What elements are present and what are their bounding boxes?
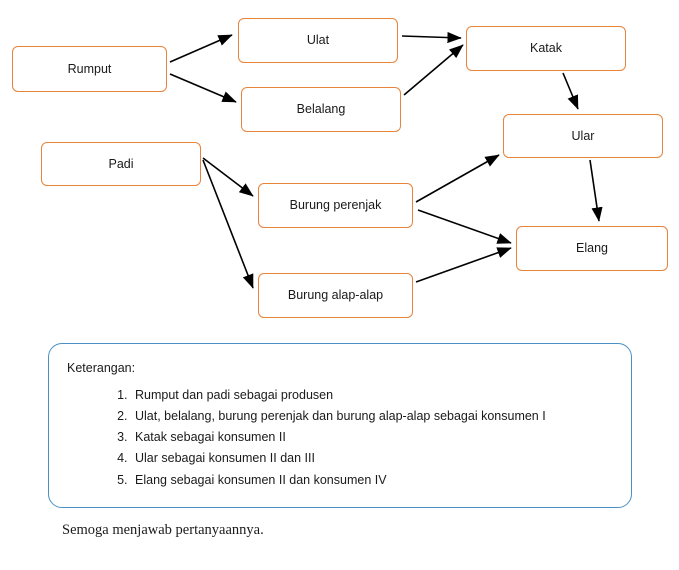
legend-item: 5. Elang sebagai konsumen II dan konsumen IV xyxy=(131,471,609,489)
node-label: Burung perenjak xyxy=(289,198,382,212)
node-katak xyxy=(466,26,626,71)
perenjak-to-ular-arrow xyxy=(416,155,499,202)
legend-list xyxy=(89,386,609,492)
padi-to-perenjak-arrow xyxy=(203,158,253,196)
node-belalang xyxy=(241,87,401,132)
node-label: Katak xyxy=(530,41,562,55)
node-ular xyxy=(503,114,663,158)
perenjak-to-elang-arrow xyxy=(418,210,511,243)
ular-to-elang-arrow xyxy=(590,160,599,221)
katak-to-ular-arrow xyxy=(563,73,578,109)
node-label: Padi xyxy=(108,156,134,171)
legend-box xyxy=(48,343,632,508)
legend-item: 1. Rumput dan padi sebagai produsen xyxy=(131,386,609,404)
ulat-to-katak-arrow xyxy=(402,36,461,38)
node-burung-perenjak xyxy=(258,183,413,228)
legend-item: 2. Ulat, belalang, burung perenjak dan burung alap-alap sebagai konsumen I xyxy=(131,407,609,425)
legend-item: 4. Ular sebagai konsumen II dan III xyxy=(131,449,609,467)
padi-to-alap-arrow xyxy=(203,160,253,288)
node-label: Belalang xyxy=(296,102,346,116)
node-ulat xyxy=(238,18,398,63)
rumput-to-belalang-arrow xyxy=(170,74,236,102)
node-label: Elang xyxy=(576,241,608,255)
legend-item: 3. Katak sebagai konsumen II xyxy=(131,428,609,446)
node-label: Ular xyxy=(571,128,595,143)
rumput-to-ulat-arrow xyxy=(170,35,232,62)
node-label: Rumput xyxy=(67,61,112,76)
alap-to-elang-arrow xyxy=(416,248,511,282)
node-elang xyxy=(516,226,668,271)
node-label: Ulat xyxy=(306,33,330,47)
node-padi xyxy=(41,142,201,186)
legend-title: Keterangan: xyxy=(67,361,136,375)
belalang-to-katak-arrow xyxy=(404,45,463,95)
node-burung-alap xyxy=(258,273,413,318)
node-rumput xyxy=(12,46,167,92)
footer-note: Semoga menjawab pertanyaannya. xyxy=(62,522,264,538)
node-label: Burung alap-alap xyxy=(287,288,384,302)
